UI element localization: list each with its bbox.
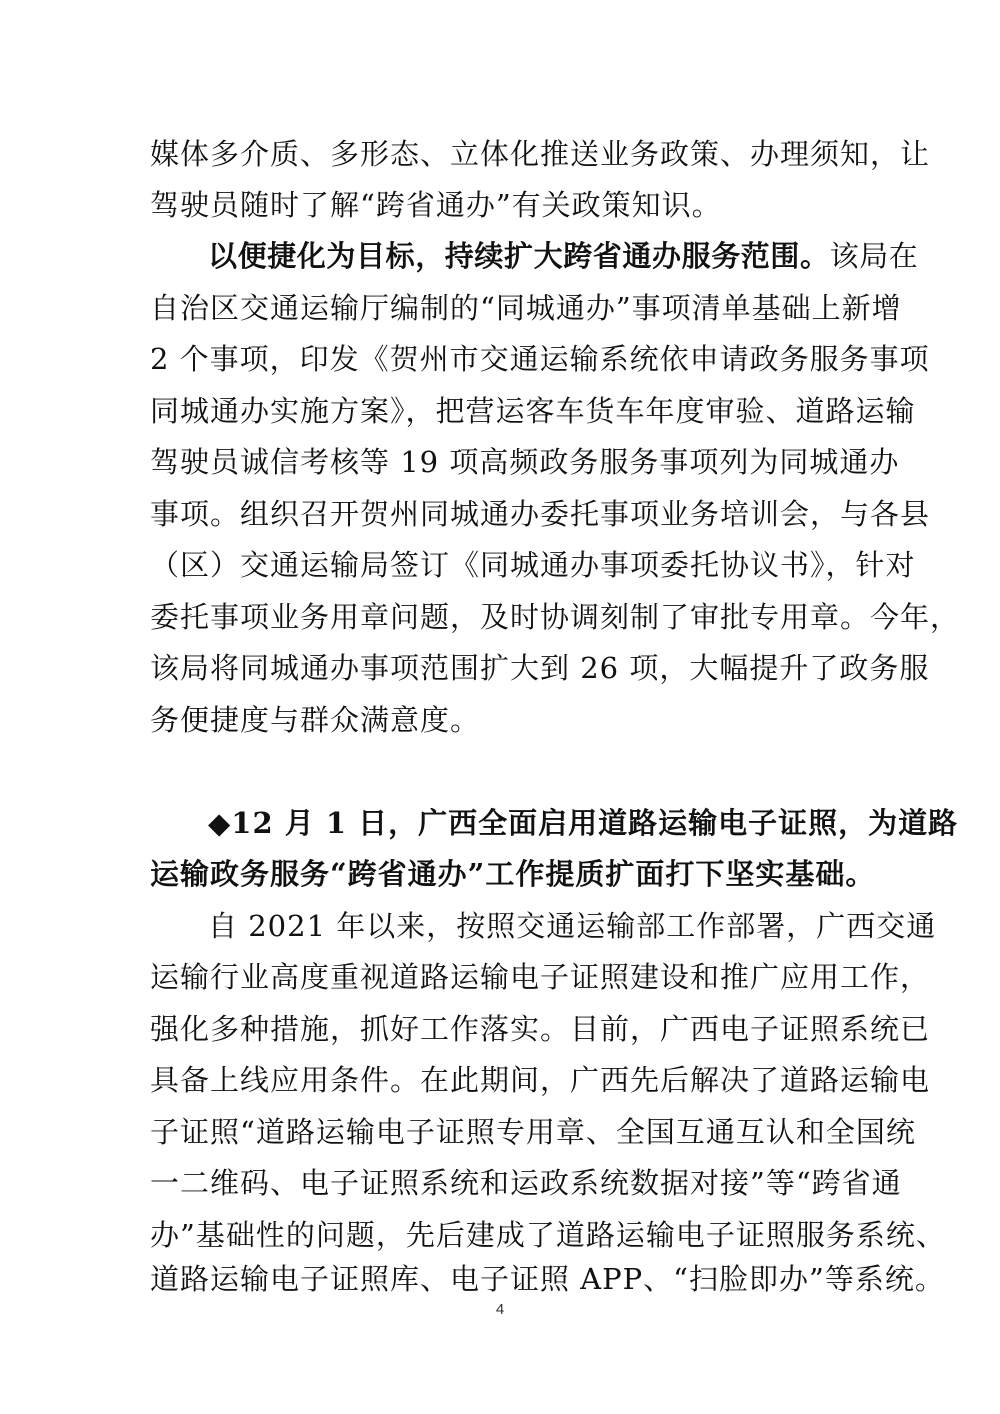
paragraph-line: 强化多种措施，抓好工作落实。目前，广西电子证照系统已 xyxy=(150,1012,931,1046)
paragraph-line: 务便捷度与群众满意度。 xyxy=(150,703,481,737)
paragraph-line: 子证照“道路运输电子证照专用章、全国互通互认和全国统 xyxy=(150,1115,916,1149)
paragraph-line: 该局将同城通办事项范围扩大到 26 项，大幅提升了政务服 xyxy=(150,651,930,685)
paragraph-line: 事项。组织召开贺州同城通办委托事项业务培训会，与各县 xyxy=(150,497,931,531)
paragraph-line: 自治区交通运输厅编制的“同城通办”事项清单基础上新增 xyxy=(150,291,902,325)
paragraph-line xyxy=(208,236,919,276)
paragraph-line: 道路运输电子证照库、电子证照 APP、“扫脸即办”等系统。 xyxy=(150,1262,945,1296)
paragraph-line: 一二维码、电子证照系统和运政系统数据对接”等“跨省通 xyxy=(150,1166,902,1200)
paragraph-line: 办”基础性的问题，先后建成了道路运输电子证照服务系统、 xyxy=(150,1218,946,1252)
paragraph-line: 媒体多介质、多形态、立体化推送业务政策、办理须知，让 xyxy=(150,137,931,171)
paragraph-line: 自 2021 年以来，按照交通运输部工作部署，广西交通 xyxy=(208,909,937,943)
paragraph-line: 具备上线应用条件。在此期间，广西先后解决了道路运输电 xyxy=(150,1063,931,1097)
bold-heading-text: 以便捷化为目标，持续扩大跨省通办服务范围。 xyxy=(208,239,830,273)
paragraph-line: 同城通办实施方案》，把营运客车货车年度审验、道路运输 xyxy=(150,394,916,428)
page-number: 4 xyxy=(495,1301,505,1318)
paragraph-line: 委托事项业务用章问题，及时协调刻制了审批专用章。今年， xyxy=(150,600,961,634)
paragraph-text: 该局在 xyxy=(829,239,919,273)
paragraph-line: 驾驶员随时了解“跨省通办”有关政策知识。 xyxy=(150,188,722,222)
news-headline-line: ◆12 月 1 日，广西全面启用道路运输电子证照，为道路 xyxy=(208,806,959,840)
paragraph-line: 2 个事项，印发《贺州市交通运输系统依申请政务服务事项 xyxy=(150,342,930,376)
paragraph-line: （区）交通运输局签订《同城通办事项委托协议书》，针对 xyxy=(150,548,916,582)
news-headline-line: 运输政务服务“跨省通办”工作提质扩面打下坚实基础。 xyxy=(150,857,876,891)
paragraph-line: 运输行业高度重视道路运输电子证照建设和推广应用工作， xyxy=(150,960,931,994)
paragraph-line: 驾驶员诚信考核等 19 项高频政务服务事项列为同城通办 xyxy=(150,445,900,479)
